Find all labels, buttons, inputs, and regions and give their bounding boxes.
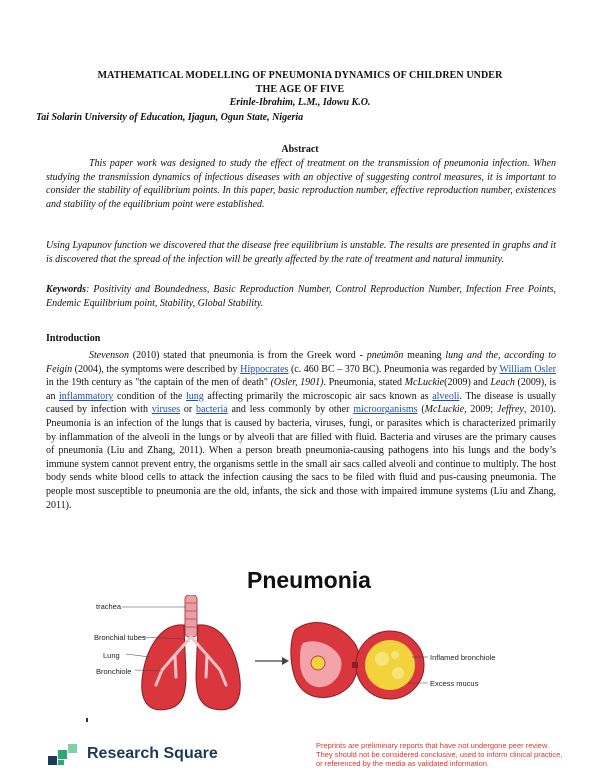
label-trachea: trachea bbox=[96, 602, 122, 611]
abstract-paragraph-1: This paper work was designed to study the effect of treatment on the transmission of pneumonia infection. When studying the transmission dynamics of infectious diseases with an objective of suggesting control measures, it is important to consider the stability of equilibrium points. In this paper, basic reproduction number, effective reproduction number, existences and stability of the equilibrium point were established. bbox=[46, 158, 556, 210]
preprint-notice bbox=[316, 741, 598, 768]
preprint-notice-line1: Preprints are preliminary reports that have not undergone peer review. bbox=[316, 741, 550, 750]
intro-text: (2010) stated that pneumonia is from the Greek word - bbox=[129, 350, 367, 361]
keywords bbox=[46, 283, 556, 310]
affiliation: Tai Solarin University of Education, Ijagun, Ogun State, Nigeria bbox=[36, 112, 304, 123]
label-excess-mucus: Excess mucus bbox=[430, 679, 479, 688]
label-bronchiole: Bronchiole bbox=[96, 667, 132, 676]
link-inflammatory[interactable]: inflammatory bbox=[59, 390, 114, 402]
keywords-label: Keywords bbox=[46, 284, 86, 295]
label-bronchial-tubes: Bronchial tubes bbox=[94, 633, 146, 642]
cite-leach: Leach bbox=[490, 377, 515, 389]
intro-text: or bbox=[180, 404, 197, 416]
intro-text: (c. 460 BC – 370 BC). Pneumonia was regarded by bbox=[288, 363, 500, 375]
intro-text: , 2009; bbox=[464, 404, 497, 416]
cite-osler: (Osler, 1901) bbox=[270, 377, 324, 389]
label-inflamed-bronchiole: Inflamed bronchiole bbox=[430, 653, 496, 662]
intro-text: . Pneumonia, stated bbox=[323, 377, 405, 389]
paper-title-line1: MATHEMATICAL MODELLING OF PNEUMONIA DYNAMICS OF CHILDREN UNDER bbox=[97, 70, 503, 81]
intro-text: and less commonly by other bbox=[227, 404, 354, 416]
preprint-notice-line3: or referenced by the media as validated information. bbox=[316, 759, 490, 768]
authors: Erinle-Ibrahim, L.M., Idowu K.O. bbox=[229, 97, 371, 108]
keywords-text: : Positivity and Boundedness, Basic Reproduction Number, Control Reproduction Number, Infection Free Points, Endemic Equilibrium point, Stability, Global Stability. bbox=[46, 284, 556, 309]
inflamed-bronchiole-icon bbox=[291, 623, 424, 699]
intro-text: (2004), the symptoms were described by bbox=[72, 363, 241, 375]
link-lung[interactable]: lung bbox=[186, 390, 204, 402]
intro-text: meaning bbox=[403, 350, 446, 361]
link-hippocrates[interactable]: Hippocrates bbox=[240, 363, 289, 375]
preprint-notice-line2: They should not be considered conclusive, used to inform clinical practice, bbox=[316, 750, 563, 759]
cite-jeffrey: Jeffrey bbox=[497, 404, 524, 416]
intro-text: affecting primarily the microscopic air sacs known as bbox=[203, 390, 433, 402]
cite-mcluckie: McLuckie bbox=[404, 377, 445, 389]
cite-feigin: lung and the, according to Feigin bbox=[46, 350, 557, 375]
label-lung: Lung bbox=[103, 651, 120, 660]
link-microorganisms[interactable]: microorganisms bbox=[353, 404, 418, 416]
introduction-heading: Introduction bbox=[46, 333, 101, 344]
intro-text: (2009), is an bbox=[46, 377, 557, 402]
research-square-brand: Research Square bbox=[87, 745, 218, 762]
paper-title-line2: THE AGE OF FIVE bbox=[255, 84, 345, 95]
intro-text: . The disease is usually caused by infection with bbox=[46, 390, 556, 416]
intro-text: (2009) and bbox=[444, 377, 491, 389]
link-alveoli[interactable]: alveoli bbox=[432, 390, 460, 402]
link-william-osler[interactable]: William Osler bbox=[499, 363, 556, 375]
introduction-paragraph bbox=[46, 349, 556, 512]
page-mark bbox=[86, 718, 88, 722]
research-square-logo-icon bbox=[48, 742, 82, 766]
abstract-paragraph-2: Using Lyapunov function we discovered that the disease free equilibrium is unstable. The results are presented in graphs and it is discovered that the spread of the infection will be greatly affected by the rate of treatment and natural immunity. bbox=[46, 240, 556, 265]
cite-mcluckie-2: McLuckie bbox=[424, 404, 465, 416]
figure-title: Pneumonia bbox=[247, 567, 371, 593]
intro-text: in the 19th century as "the captain of the men of death" bbox=[46, 377, 271, 389]
link-viruses[interactable]: viruses bbox=[151, 404, 181, 416]
abstract-heading: Abstract bbox=[281, 144, 319, 155]
cite-stevenson: Stevenson bbox=[89, 350, 129, 361]
intro-text: condition of the bbox=[113, 390, 186, 402]
lungs-icon bbox=[142, 595, 241, 710]
intro-text: ( bbox=[417, 404, 425, 416]
intro-text: , 2010). Pneumonia is an infection of the lungs that is caused by bacteria, viruses, fungi, or parasites which is characterized primarily by inflammation of the alveoli in the lungs or by alveoli that are filled with fluid. Bacteria and viruses are the primary causes of pneumonia (Liu and Zhang, 2011). When a person breath pneumonia-causing pathogens into his lungs and the body’s immune system cannot prevent entry, the organisms settle in the small air sacs called alveoli and continue to multiply. The host body sends white blood cells to attack the infection causing the sacs to be filed with fluid and pus-causing pneumonia. The people most susceptible to pneumonia are the old, infants, the sick and those with impaired immune systems (Liu and Zhang, 2011). bbox=[46, 404, 556, 511]
greek-word: pneúmōn bbox=[366, 350, 404, 361]
link-bacteria[interactable]: bacteria bbox=[196, 404, 228, 416]
